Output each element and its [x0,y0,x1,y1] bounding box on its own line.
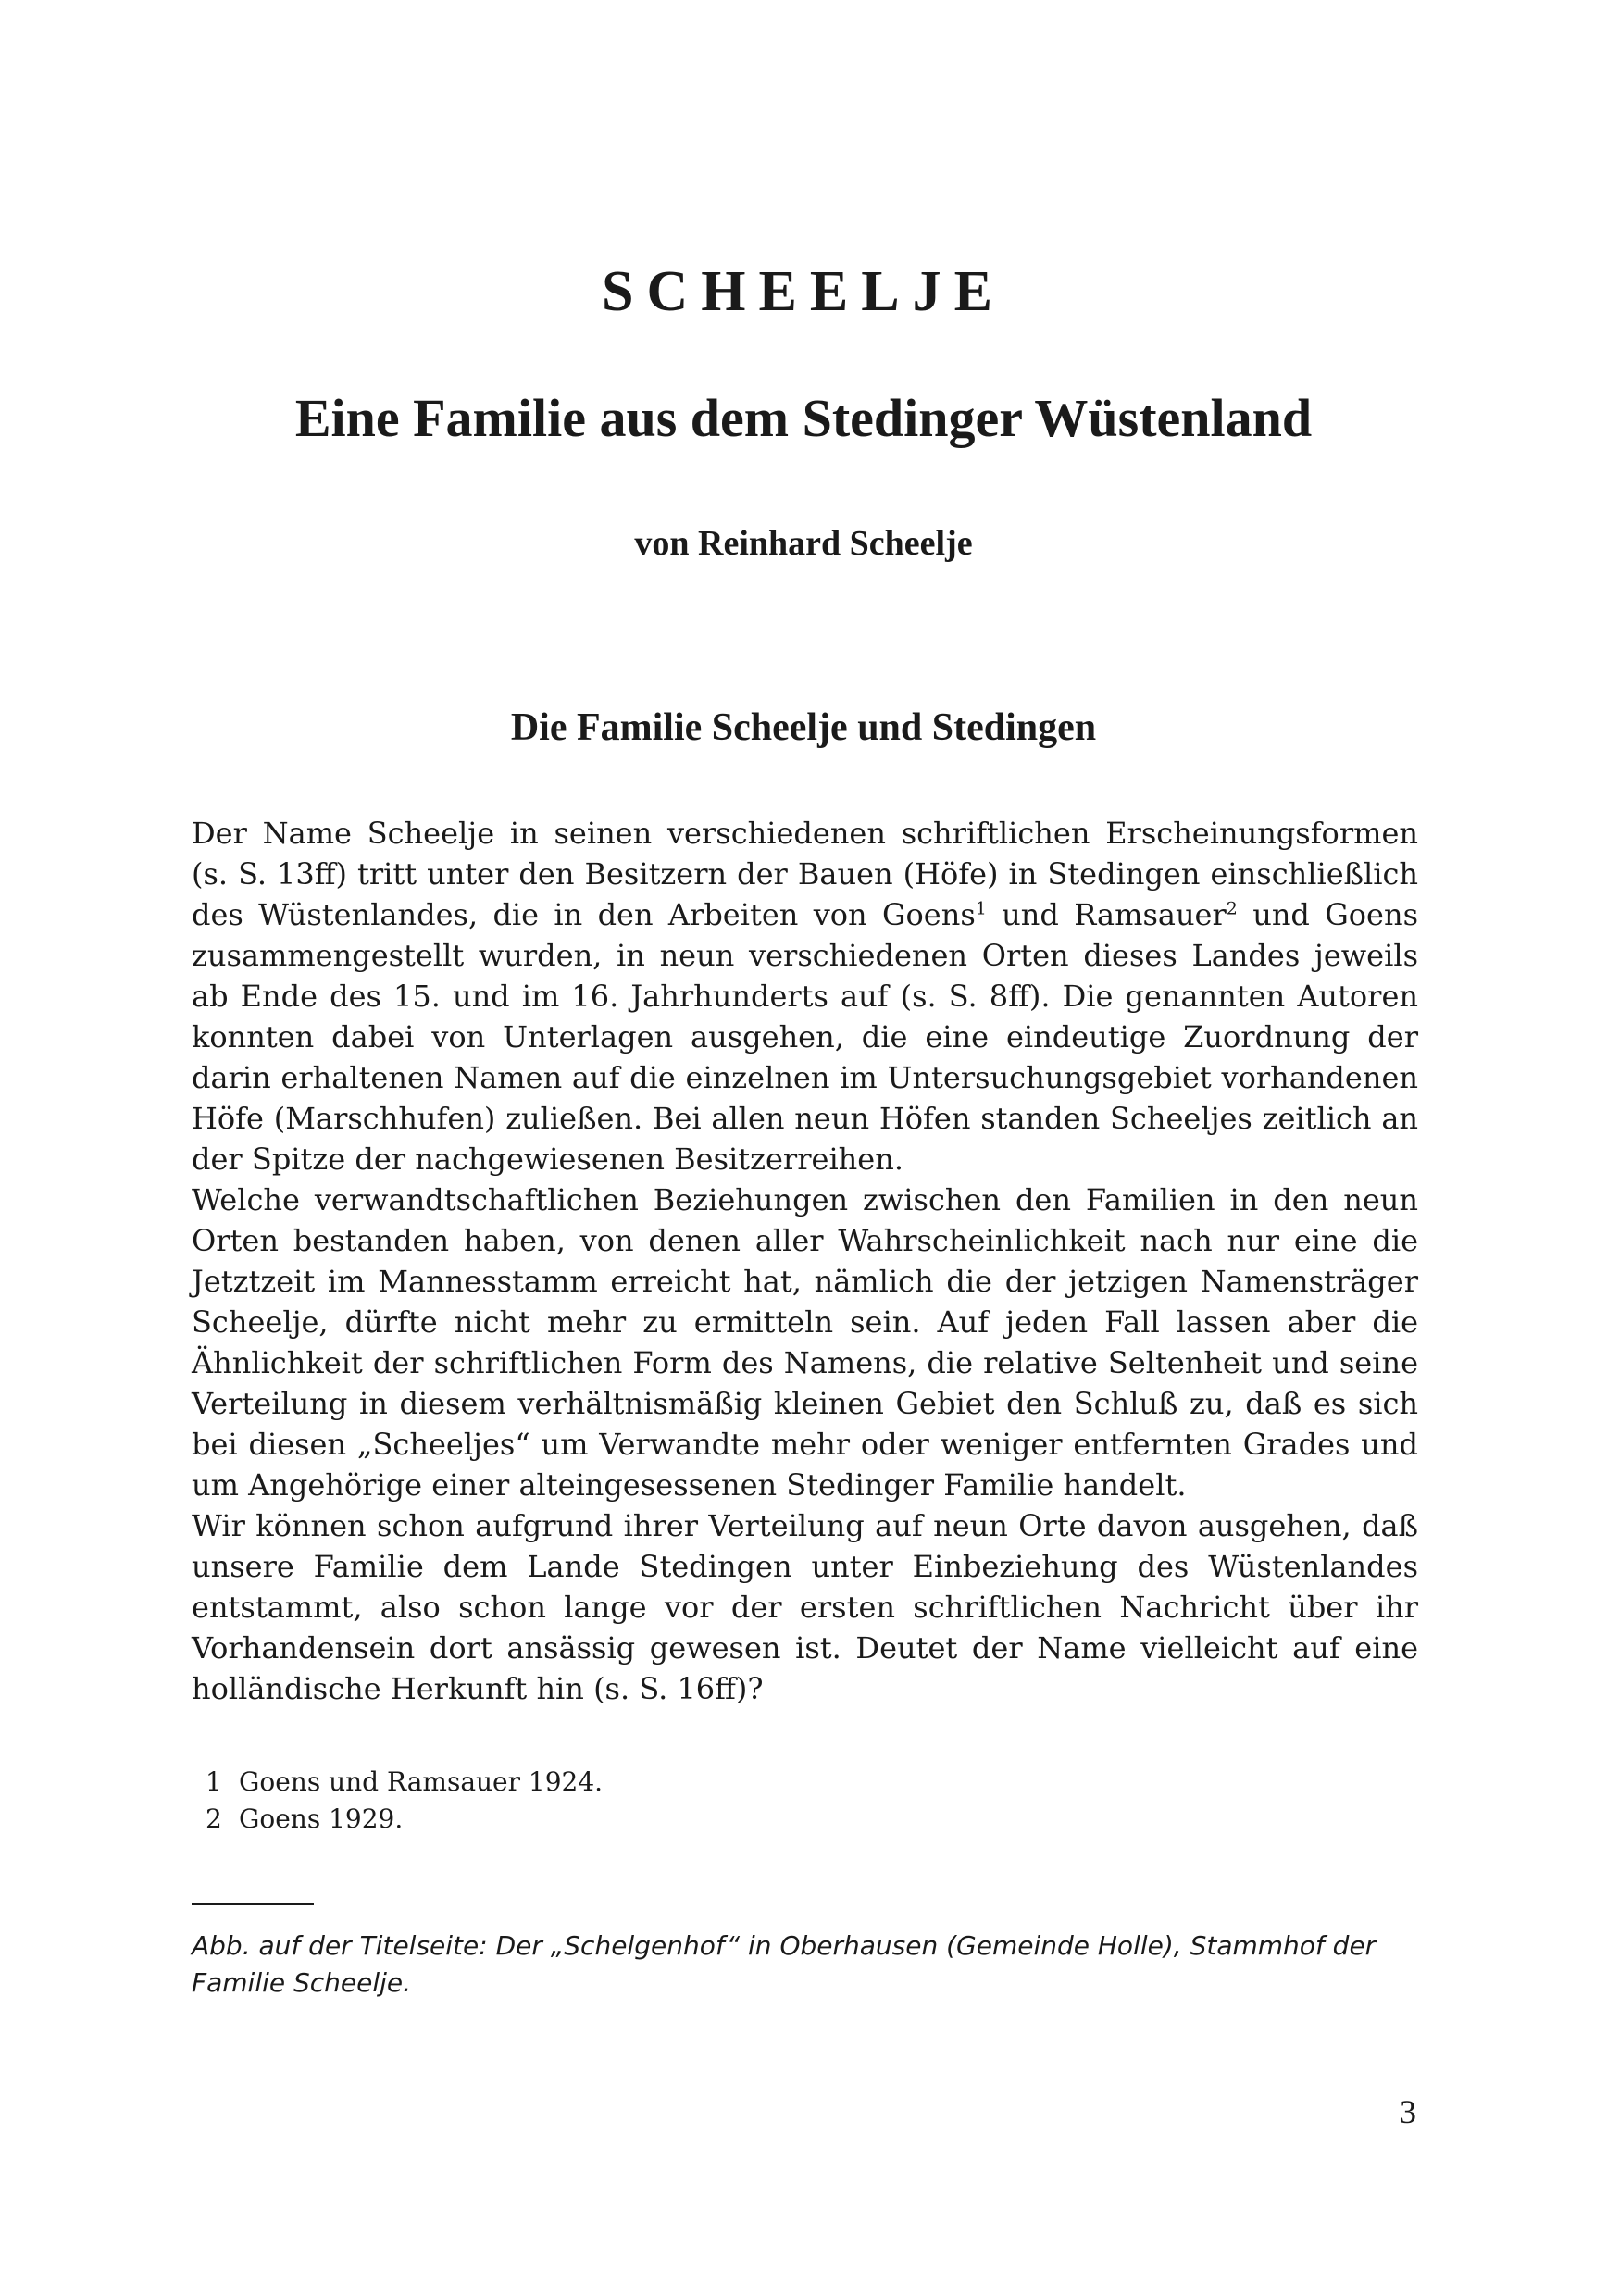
footnote-ref-1: 1 [975,898,987,919]
paragraph-1-part-3: und Goens zusammengestellt wurden, in neun verschiedenen Orten dieses Landes jeweils ab Ende des 15. und im 16. Jahrhunderts auf (s. S. 8ff). Die genannten Autoren konnten dabei von Unterlagen ausgehen, die eine eindeutige Zuordnung der darin erhaltenen Namen auf die einzelnen im Untersuchungsgebiet vorhandenen Höfe (Marschhufen) zuließen. Bei allen neun Höfen standen Scheeljes zeitlich an der Spitze der nachgewiesenen Besitzerreihen. [192,897,1419,1177]
footnote-item [206,1764,603,1801]
section-heading: Die Familie Scheelje und Stedingen [510,706,1097,749]
footnote-divider [192,1903,314,1905]
footnote-number: 1 [206,1766,222,1797]
page-number: 3 [1400,2093,1416,2130]
body-text [192,813,1418,1709]
paragraph-1-part-1: Der Name Scheelje in seinen verschiedenen schriftlichen Erscheinungsformen (s. S. 13ff) tritt unter den Besitzern der Bauen (Höfe) in Stedingen einschließlich des Wüstenlandes, die in den Arbeiten von Goens [192,816,1418,932]
footnote-number: 2 [206,1803,222,1834]
paragraph-3: Wir können schon aufgrund ihrer Verteilung auf neun Orte davon ausgehen, daß unsere Familie dem Lande Stedingen unter Einbeziehung des Wüstenlandes entstammt, also schon lange vor der ersten schriftlichen Nachricht über ihr Vorhandensein dort ansässig gewesen ist. Deutet der Name vielleicht auf eine holländische Herkunft hin (s. S. 16ff)? [192,1508,1418,1706]
page-title: SCHEELJE [602,260,1005,323]
image-caption: Abb. auf der Titelseite: Der „Schelgenhof“ in Oberhausen (Gemeinde Holle), Stammhof der Familie Scheelje. [192,1930,1377,1998]
author-line: von Reinhard Scheelje [634,524,973,563]
paragraph-1-part-2: und Ramsauer [986,897,1227,932]
footnote-item [206,1801,603,1838]
footnote-ref-2: 2 [1226,898,1238,919]
paragraph-2: Welche verwandtschaftlichen Beziehungen zwischen den Familien in den neun Orten bestanden haben, von denen aller Wahrscheinlichkeit nach nur eine die Jetztzeit im Mannesstamm erreicht hat, nämlich die der jetzigen Namensträger Scheelje, dürfte nicht mehr zu ermitteln sein. Auf jeden Fall lassen aber die Ähnlichkeit der schriftlichen Form des Namens, die relative Seltenheit und seine Verteilung in diesem verhältnismäßig kleinen Gebiet den Schluß zu, daß es sich bei diesen „Scheeljes“ um Verwandte mehr oder weniger entfernten Grades und um Angehörige einer alteingesessenen Stedinger Familie handelt. [192,1182,1418,1503]
subtitle: Eine Familie aus dem Stedinger Wüstenland [294,388,1313,448]
paragraph-1 [192,813,1418,1179]
footnotes [206,1764,603,1838]
footnote-text: Goens 1929. [239,1803,404,1834]
footnote-text: Goens und Ramsauer 1924. [239,1766,604,1797]
